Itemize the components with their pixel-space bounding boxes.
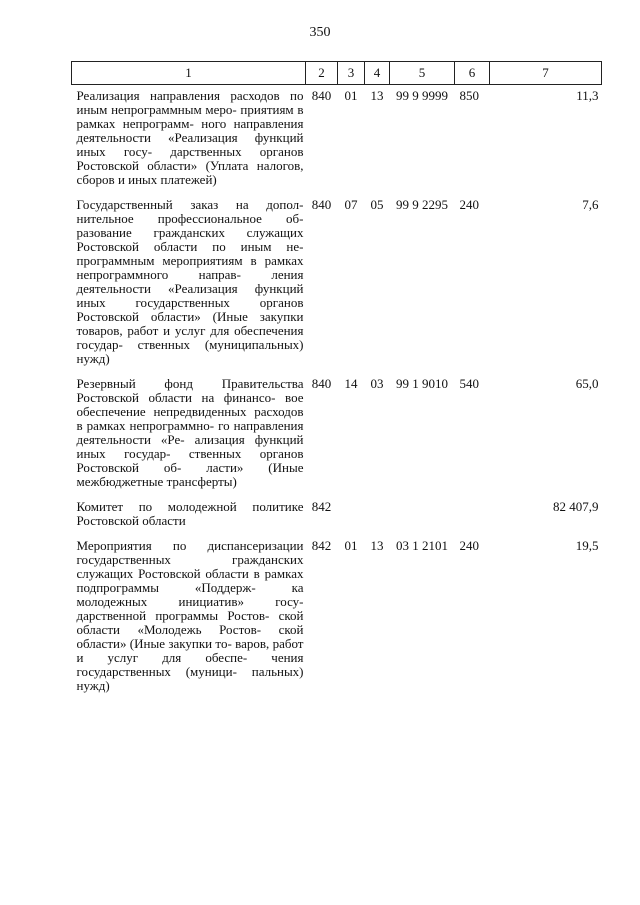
- expense-type-cell: 850: [459, 88, 479, 103]
- expense-type-cell: 240: [459, 538, 479, 553]
- column-header-2: 2: [306, 62, 338, 85]
- table-row: [72, 500, 602, 539]
- subsection-cell: 03: [370, 376, 384, 391]
- subsection-cell: 05: [370, 197, 384, 212]
- row-description: [72, 500, 306, 539]
- description-line: нительное профессиональное об-: [76, 211, 304, 226]
- description-line: ного направления деятельности: [76, 116, 304, 145]
- budget-code-cell: 842: [311, 538, 332, 553]
- expense-type-cell: 540: [459, 376, 479, 391]
- subsection-cell: 13: [370, 538, 384, 553]
- target-article-cell: [390, 500, 455, 539]
- description-line: Реализация направления расходов: [76, 88, 280, 103]
- section-cell: 01: [344, 538, 358, 553]
- budget-table: [71, 61, 602, 704]
- description-line: и иных платежей): [117, 172, 217, 187]
- description-line: ласти» (Иные межбюджетные: [76, 460, 304, 489]
- header-row: [72, 62, 602, 85]
- description-line: функций иных государственных: [76, 281, 304, 310]
- description-line: ственных (муниципальных) нужд): [76, 337, 304, 366]
- budget-code-cell: 840: [311, 376, 332, 391]
- row-description: [72, 198, 306, 377]
- target-article-cell: 99 9 9999: [396, 88, 448, 103]
- expense-type-cell: [455, 500, 490, 539]
- amount-cell: 82 407,9: [553, 499, 599, 514]
- column-header-7: 7: [490, 62, 602, 85]
- section-cell: 14: [344, 376, 358, 391]
- amount-cell: 11,3: [576, 88, 599, 103]
- description-line: (Иные закупки товаров, работ и: [76, 309, 304, 338]
- target-article-cell: 99 9 2295: [396, 197, 448, 212]
- description-line: Мероприятия по диспансеризации: [76, 538, 304, 553]
- budget-code-cell: 842: [311, 499, 332, 514]
- target-article-cell: 03 1 2101: [396, 538, 448, 553]
- description-line: Комитет по молодежной политике: [76, 499, 304, 514]
- description-line: ственных органов Ростовской об-: [76, 446, 304, 475]
- amount-cell: 19,5: [575, 538, 599, 553]
- description-line: государственных гражданских: [76, 552, 304, 567]
- budget-code-cell: 840: [311, 88, 332, 103]
- amount-cell: 65,0: [575, 376, 599, 391]
- target-article-cell: 99 1 9010: [396, 376, 448, 391]
- section-cell: 01: [344, 88, 358, 103]
- description-line: программным мероприятиям в: [76, 253, 257, 268]
- table-row: [72, 198, 602, 377]
- column-header-4: 4: [365, 62, 390, 85]
- description-line: ка молодежных инициатив» госу-: [76, 580, 304, 609]
- subsection-cell: [365, 500, 390, 539]
- description-line: дарственных органов Ростовской: [76, 144, 304, 173]
- row-description: [72, 377, 306, 500]
- table-header: [72, 62, 602, 85]
- row-description: [72, 539, 306, 704]
- description-line: Резервный фонд Правительства: [76, 376, 304, 391]
- description-line: трансферты): [166, 474, 237, 489]
- description-line: вое обеспечение непредвиденных: [76, 390, 304, 419]
- column-header-1: 1: [72, 62, 306, 85]
- description-line: области» (Уплата налогов, сборов: [76, 158, 304, 187]
- expense-type-cell: 240: [459, 197, 479, 212]
- column-header-3: 3: [338, 62, 365, 85]
- description-line: служащих Ростовской области в: [76, 566, 260, 581]
- amount-cell: 7,6: [582, 197, 599, 212]
- description-line: приятиям в рамках непрограмм-: [76, 102, 304, 131]
- column-header-5: 5: [390, 62, 455, 85]
- description-line: ализация функций иных государ-: [76, 432, 304, 461]
- subsection-cell: 13: [370, 88, 384, 103]
- page-number: 350: [309, 25, 331, 40]
- description-line: разование гражданских служащих: [76, 225, 304, 240]
- description-line: Ростовской области по иным не-: [76, 239, 304, 254]
- description-line: дарственной программы Ростов-: [76, 608, 270, 623]
- row-description: [72, 85, 306, 199]
- description-line: органов Ростовской области»: [76, 295, 304, 324]
- description-line: ской области «Молодежь Ростов-: [76, 608, 304, 637]
- description-line: рамках подпрограммы «Поддерж-: [76, 566, 304, 595]
- description-line: «Реализация функций иных госу-: [76, 130, 304, 159]
- table-row: [72, 85, 602, 199]
- section-cell: [338, 500, 365, 539]
- section-cell: 07: [344, 197, 358, 212]
- table-body: [72, 85, 602, 705]
- description-line: го направления деятельности «Ре-: [76, 418, 304, 447]
- table-row: [72, 539, 602, 704]
- description-line: чения государственных (муници-: [76, 650, 304, 679]
- description-line: варов, работ и услуг для обеспе-: [76, 636, 304, 665]
- table-row: [72, 377, 602, 500]
- description-line: Ростовской области: [76, 513, 186, 528]
- description-line: Ростовской области на финансо-: [76, 390, 276, 405]
- description-line: Государственный заказ на допол-: [76, 197, 304, 212]
- description-line: расходов в рамках непрограммно-: [76, 404, 304, 433]
- description-line: рамках непрограммного направ-: [76, 253, 304, 282]
- description-line: ской области» (Иные закупки то-: [76, 622, 304, 651]
- description-line: пальных) нужд): [76, 664, 304, 693]
- description-line: по иным непрограммным меро-: [76, 88, 304, 117]
- description-line: ления деятельности «Реализация: [76, 267, 304, 296]
- budget-code-cell: 840: [311, 197, 332, 212]
- column-header-6: 6: [455, 62, 490, 85]
- description-line: услуг для обеспечения государ-: [76, 323, 304, 352]
